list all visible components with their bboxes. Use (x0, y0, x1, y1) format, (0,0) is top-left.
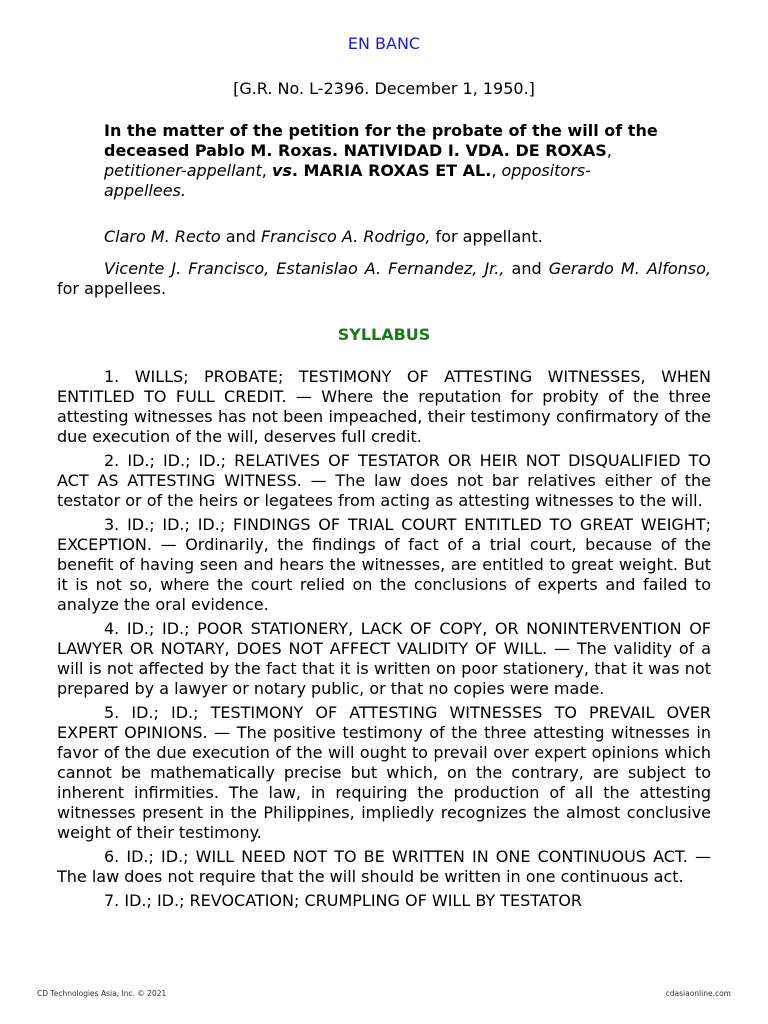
syllabus-item-5: 5. ID.; ID.; TESTIMONY OF ATTESTING WITNESSES TO PREVAIL OVER EXPERT OPINIONS. — The positive testimony of the three attesting witnesses in favor of the due execution of the will ought to prevail over expert opinions which cannot be mathematically precise but which, on the contrary, are subject to inherent infirmities. The law, in requiring the production of all the attesting witnesses present in the Philippines, impliedly recognizes the almost conclusive weight of their testimony. (57, 703, 711, 842)
syllabus-list (57, 367, 711, 915)
case-title-comma: , (261, 161, 272, 180)
counsel-appellant-name1: Claro M. Recto (104, 227, 221, 246)
footer-website: cdasiaonline.com (665, 989, 731, 998)
counsel-conjunction: and (504, 259, 549, 278)
counsel-appellees (57, 259, 711, 299)
syllabus-item-7: 7. ID.; ID.; REVOCATION; CRUMPLING OF WILL BY TESTATOR (104, 891, 583, 910)
case-title-comma: , (606, 141, 612, 160)
case-title-respondents: . MARIA ROXAS ET AL. (291, 161, 492, 180)
syllabus-item-2: 2. ID.; ID.; ID.; RELATIVES OF TESTATOR OR HEIR NOT DISQUALIFIED TO ACT AS ATTESTING WITNESS. — The law does not bar relatives either of the testator or of the heirs or legatees from acting as attesting witnesses to the will. (57, 451, 711, 510)
syllabus-heading: SYLLABUS (337, 325, 431, 344)
counsel-appellant (57, 227, 711, 247)
case-title-comma: , (491, 161, 502, 180)
page-footer (37, 988, 731, 1000)
counsel-appellee-role: for appellees. (57, 279, 167, 298)
syllabus-item-4: 4. ID.; ID.; POOR STATIONERY, LACK OF COPY, OR NONINTERVENTION OF LAWYER OR NOTARY, DOES NOT AFFECT VALIDITY OF WILL. — The validity of a will is not affected by the fact that it is written on poor stationery, that it was not prepared by a lawyer or notary public, or that no copies were made. (57, 619, 711, 698)
case-number: [G.R. No. L-2396. December 1, 1950.] (233, 79, 535, 98)
counsel-conjunction: and (220, 227, 261, 246)
case-title-role-petitioner: petitioner-appellant (104, 161, 262, 180)
footer-copyright: CD Technologies Asia, Inc. © 2021 (37, 989, 167, 998)
counsel-appellant-role: for appellant. (430, 227, 543, 246)
case-title-role-oppositors: oppositors-appellees. (104, 161, 591, 200)
counsel-appellant-name2: Francisco A. Rodrigo, (260, 227, 431, 246)
case-title (104, 121, 664, 201)
counsel-appellee-name2: Gerardo M. Alfonso, (548, 259, 712, 278)
syllabus-item-3: 3. ID.; ID.; ID.; FINDINGS OF TRIAL COURT ENTITLED TO GREAT WEIGHT; EXCEPTION. — Ordinarily, the findings of fact of a trial court, because of the benefit of having seen and hears the witnesses, are entitled to great weight. But it is not so, where the court relied on the conclusions of experts and failed to analyze the oral evidence. (57, 515, 711, 614)
syllabus-item-1: 1. WILLS; PROBATE; TESTIMONY OF ATTESTING WITNESSES, WHEN ENTITLED TO FULL CREDIT. — Where the reputation for probity of the three attesting witnesses has not been impeached, their testimony confirmatory of the due execution of the will, deserves full credit. (57, 367, 711, 446)
case-title-versus: vs (271, 161, 292, 180)
court-division-heading: EN BANC (347, 34, 421, 53)
syllabus-item-6: 6. ID.; ID.; WILL NEED NOT TO BE WRITTEN IN ONE CONTINUOUS ACT. — The law does not require that the will should be written in one continuous act. (57, 847, 711, 886)
counsel-appellee-names1: Vicente J. Francisco, Estanislao A. Fernandez, Jr., (104, 259, 505, 278)
case-title-parties: In the matter of the petition for the probate of the will of the deceased Pablo M. Roxas. NATIVIDAD I. VDA. DE ROXAS (104, 121, 658, 160)
